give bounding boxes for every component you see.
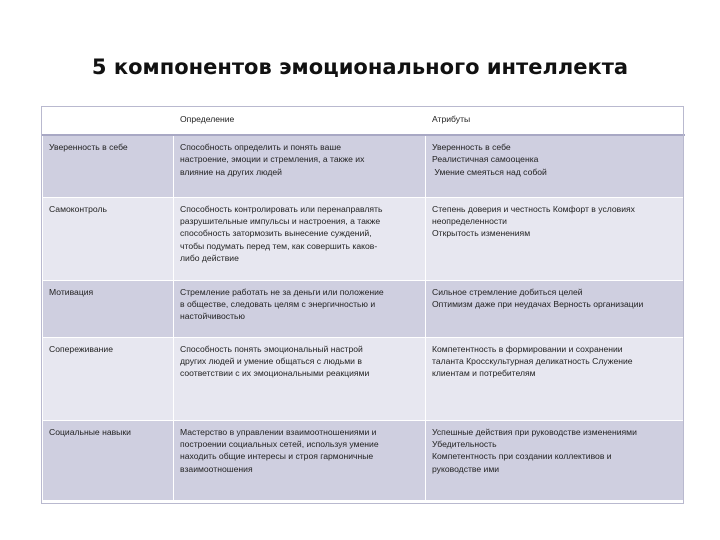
table-row: [43, 197, 685, 280]
definition-line: других людей и умение общаться с людьми в: [180, 355, 362, 366]
components-table: [42, 107, 685, 501]
definition-cell: [174, 420, 426, 500]
attribute-line: клиентам и потребителям: [432, 368, 536, 379]
component-cell: Социальные навыки: [43, 420, 174, 500]
slide-title: 5 компонентов эмоционального интеллекта: [91, 55, 629, 79]
definition-line: Стремление работать не за деньги или положение: [180, 286, 384, 297]
component-cell: Мотивация: [43, 280, 174, 337]
attribute-line: Компетентность при создании коллективов и: [432, 451, 612, 462]
definition-line: настроение, эмоции и стремления, а также их: [180, 154, 365, 165]
definition-line: построении социальных сетей, используя умение: [180, 438, 379, 449]
definition-line: разрушительные импульсы и настроения, а также: [180, 215, 381, 226]
attribute-line: Реалистичная самооценка: [432, 154, 539, 165]
definition-line: находить общие интересы и строя гармоничные: [180, 451, 374, 462]
header-attributes: Атрибуты: [426, 108, 685, 136]
attribute-line: Сильное стремление добиться целей: [432, 286, 583, 297]
definition-line: взаимоотношения: [180, 463, 253, 474]
attributes-cell: [426, 197, 685, 280]
definition-cell: [174, 337, 426, 420]
attribute-line: руководстве ими: [432, 463, 500, 474]
definition-line: Способность контролировать или перенаправлять: [180, 203, 383, 214]
attribute-line: Уверенность в себе: [432, 142, 511, 152]
attribute-line: неопределенности: [432, 215, 507, 226]
attributes-cell: [426, 135, 685, 197]
table-row: [43, 337, 685, 420]
table-row: [43, 280, 685, 337]
definition-line: в обществе, следовать целям с энергичностью и: [180, 298, 376, 309]
definition-line: влияние на других людей: [180, 166, 282, 177]
definition-cell: [174, 280, 426, 337]
attributes-cell: [426, 337, 685, 420]
component-cell: Уверенность в себе: [43, 135, 174, 197]
definition-line: Способность определить и понять ваше: [180, 142, 342, 152]
attribute-line: Умение смеяться над собой: [432, 166, 547, 177]
definition-line: чтобы подумать перед тем, как совершить каков-: [180, 240, 378, 251]
attribute-line: Степень доверия и честность Комфорт в условиях: [432, 203, 635, 214]
component-cell: Сопереживание: [43, 337, 174, 420]
table-row: [43, 420, 685, 500]
definition-line: способность затормозить вынесение суждений,: [180, 228, 372, 239]
definition-line: соответствии с их эмоциональными реакциями: [180, 368, 370, 379]
attribute-line: Открытость изменениям: [432, 228, 531, 239]
table-header-row: [43, 108, 685, 136]
attribute-line: Оптимизм даже при неудачах Верность организации: [432, 298, 644, 309]
table-body: [43, 135, 685, 500]
definition-line: Мастерство в управлении взаимоотношениями и: [180, 426, 377, 437]
definition-line: настойчивостью: [180, 311, 245, 322]
definition-cell: [174, 197, 426, 280]
attribute-line: Убедительность: [432, 438, 497, 449]
attributes-cell: [426, 420, 685, 500]
attributes-cell: [426, 280, 685, 337]
definition-line: либо действие: [180, 253, 239, 264]
definition-cell: [174, 135, 426, 197]
definition-line: Способность понять эмоциональный настрой: [180, 343, 363, 354]
header-empty-cell: [43, 108, 174, 136]
attribute-line: Компетентность в формировании и сохранении: [432, 343, 623, 354]
attribute-line: Успешные действия при руководстве изменениями: [432, 426, 637, 437]
header-definition: Определение: [174, 108, 426, 136]
attribute-line: таланта Кросскультурная деликатность Служение: [432, 355, 633, 366]
component-cell: Самоконтроль: [43, 197, 174, 280]
table-row: [43, 135, 685, 197]
